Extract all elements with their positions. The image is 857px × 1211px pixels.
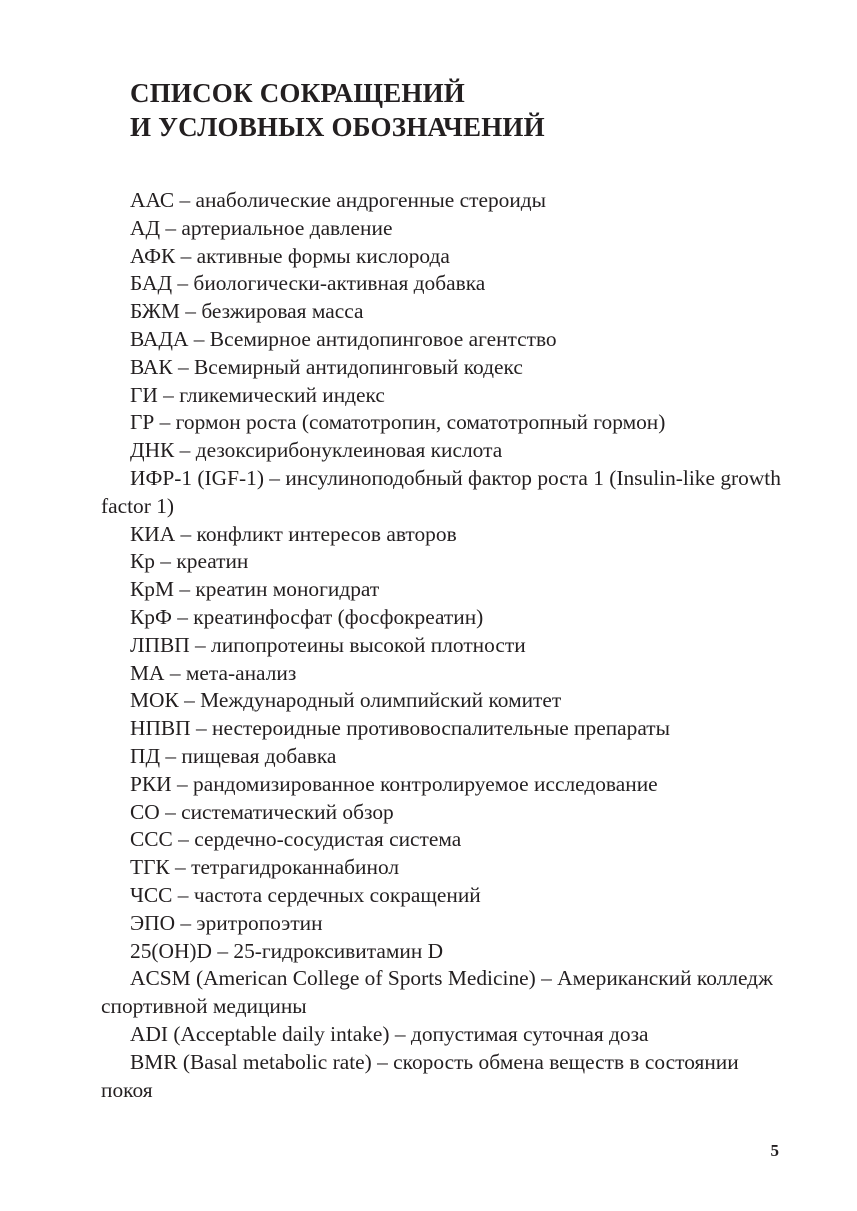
abbreviation-entry: СО – систематический обзор: [130, 799, 394, 824]
page-title-line-2: И УСЛОВНЫХ ОБОЗНАЧЕНИЙ: [130, 112, 545, 142]
abbreviation-entry: КрМ – креатин моногидрат: [130, 577, 380, 602]
abbreviation-entry: Кр – креатин: [130, 549, 249, 574]
abbreviation-entry: ГР – гормон роста (соматотропин, соматотропный гормон): [130, 410, 666, 435]
abbreviation-entry: КИА – конфликт интересов авторов: [130, 521, 457, 546]
abbreviation-entry: РКИ – рандомизированное контролируемое исследование: [130, 771, 658, 796]
abbreviation-entry: ACSM (American College of Sports Medicine) – Американский колледж спортивной медицины: [101, 966, 773, 1019]
abbreviation-entry: МА – мета-анализ: [130, 660, 297, 685]
abbreviation-entry: ГИ – гликемический индекс: [130, 382, 385, 407]
abbreviation-entry: МОК – Международный олимпийский комитет: [130, 688, 562, 713]
abbreviation-entry: АФК – активные формы кислорода: [130, 243, 450, 268]
abbreviation-entry: ЭПО – эритропоэтин: [130, 910, 323, 935]
abbreviation-entry: КрФ – креатинфосфат (фосфокреатин): [130, 604, 484, 629]
abbreviation-entry: БЖМ – безжировая масса: [130, 299, 364, 324]
abbreviation-entry: ВАДА – Всемирное антидопинговое агентство: [130, 326, 557, 351]
abbreviation-list: [101, 187, 781, 1104]
abbreviation-entry: BMR (Basal metabolic rate) – скорость обмена веществ в состоянии покоя: [101, 1049, 739, 1102]
abbreviation-entry: НПВП – нестероидные противовоспалительные препараты: [130, 716, 670, 741]
abbreviation-entry: ADI (Acceptable daily intake) – допустимая суточная доза: [130, 1021, 649, 1046]
abbreviation-entry: 25(OH)D – 25-гидроксивитамин D: [130, 938, 444, 963]
abbreviation-entry: ВАК – Всемирный антидопинговый кодекс: [130, 354, 523, 379]
abbreviation-entry: ААС – анаболические андрогенные стероиды: [130, 188, 547, 212]
page-title-line-1: СПИСОК СОКРАЩЕНИЙ: [130, 78, 466, 108]
abbreviation-entry: ДНК – дезоксирибонуклеиновая кислота: [130, 438, 503, 463]
abbreviation-entry: БАД – биологически-активная добавка: [130, 271, 486, 296]
abbreviation-entry: ТГК – тетрагидроканнабинол: [130, 855, 400, 880]
abbreviation-entry: ЛПВП – липопротеины высокой плотности: [130, 632, 526, 657]
abbreviation-entry: ССС – сердечно-сосудистая система: [130, 827, 462, 852]
page-title: [130, 76, 545, 144]
page-number: 5: [770, 1141, 779, 1160]
abbreviation-entry: ЧСС – частота сердечных сокращений: [130, 882, 481, 907]
abbreviation-entry: ПД – пищевая добавка: [130, 743, 337, 768]
abbreviation-entry: АД – артериальное давление: [130, 215, 393, 240]
abbreviation-entry: ИФР-1 (IGF-1) – инсулиноподобный фактор роста 1 (Insulin-like growth factor 1): [101, 465, 781, 518]
